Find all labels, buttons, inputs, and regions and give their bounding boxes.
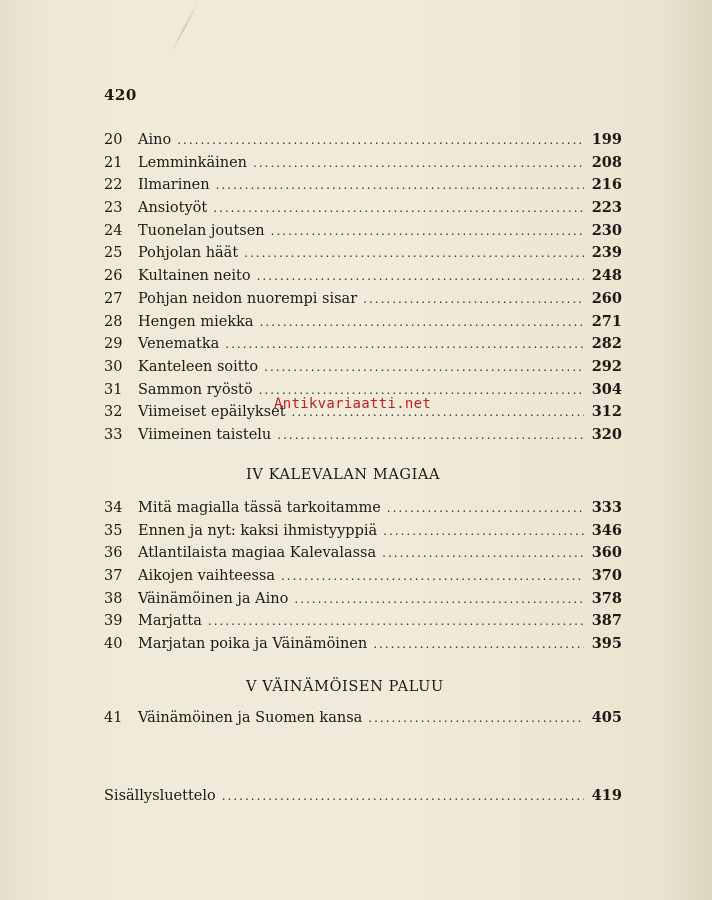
toc-row: [104, 174, 622, 197]
chapter-title: Pohjan neidon nuorempi sisar: [138, 290, 358, 307]
leader-dots: [177, 129, 584, 152]
chapter-page: 292: [591, 357, 622, 375]
leader-dots: [213, 197, 584, 220]
leader-dots: [373, 633, 584, 656]
chapter-title: Marjatan poika ja Väinämöinen: [138, 636, 368, 653]
chapter-page: 333: [591, 499, 622, 516]
chapter-title: Viimeiset epäilykset: [138, 404, 286, 421]
chapter-page: 223: [591, 199, 622, 217]
chapter-page: 230: [591, 221, 622, 239]
chapter-page: 360: [591, 544, 622, 562]
leader-dots: [264, 356, 584, 379]
toc-row: [104, 633, 622, 656]
leader-dots: [225, 333, 583, 356]
leader-dots: [368, 707, 583, 730]
chapter-number: 22: [104, 177, 123, 194]
chapter-number: 23: [104, 200, 123, 217]
chapter-title: Hengen miekka: [138, 313, 254, 330]
toc-row: [104, 265, 622, 288]
toc-row: [104, 288, 622, 311]
chapter-title: Venematka: [138, 336, 220, 353]
chapter-page: 199: [591, 131, 622, 148]
chapter-number: 28: [104, 313, 123, 330]
chapter-page: 312: [591, 403, 622, 421]
leader-dots: [222, 785, 584, 808]
chapter-title: Ansiotyöt: [138, 200, 208, 217]
chapter-number: 29: [104, 336, 123, 353]
toc-row: [104, 197, 622, 220]
part-4-heading: IV KALEVALAN MAGIAA: [246, 467, 441, 483]
chapter-number: 33: [104, 426, 123, 443]
chapter-page: 405: [591, 709, 622, 726]
leader-dots: [244, 242, 584, 265]
toc-row: [104, 333, 622, 356]
toc-row: [104, 356, 622, 379]
chapter-number: 31: [104, 381, 123, 398]
toc-row: [104, 565, 622, 588]
chapter-number: 27: [104, 290, 123, 307]
chapter-title: Väinämöinen ja Suomen kansa: [138, 710, 363, 726]
chapter-page: 378: [591, 589, 622, 607]
chapter-page: 320: [591, 425, 622, 443]
chapter-page: 282: [591, 335, 622, 353]
chapter-number: 20: [104, 132, 123, 148]
toc-row-contents: [104, 785, 622, 808]
chapter-page: 370: [591, 567, 622, 585]
toc-row: [104, 497, 622, 520]
toc-row: [104, 520, 622, 543]
chapter-title: Pohjolan häät: [138, 245, 239, 262]
toc-row: [104, 129, 622, 152]
toc-row: [104, 424, 622, 447]
chapter-number: 25: [104, 245, 123, 262]
chapter-number: 21: [104, 154, 123, 171]
leader-dots: [271, 220, 584, 243]
toc-row: [104, 707, 622, 730]
toc-final: [104, 785, 622, 808]
chapter-page: 248: [591, 267, 622, 285]
chapter-number: 32: [104, 404, 123, 421]
toc-entry-page: 419: [591, 787, 622, 804]
chapter-page: 216: [591, 176, 622, 194]
page-number: 420: [104, 86, 137, 104]
leader-dots: [382, 542, 584, 565]
chapter-number: 35: [104, 522, 123, 539]
chapter-number: 37: [104, 568, 123, 585]
leader-dots: [383, 520, 584, 543]
chapter-page: 395: [591, 635, 622, 653]
toc-row: [104, 152, 622, 175]
toc-row: [104, 588, 622, 611]
chapter-title: Lemminkäinen: [138, 154, 248, 171]
chapter-title: Sammon ryöstö: [138, 381, 253, 398]
chapter-title: Väinämöinen ja Aino: [138, 590, 289, 607]
chapter-page: 387: [591, 612, 622, 630]
chapter-number: 38: [104, 590, 123, 607]
leader-dots: [363, 288, 584, 311]
chapter-title: Ennen ja nyt: kaksi ihmistyyppiä: [138, 522, 378, 539]
chapter-page: 208: [591, 153, 622, 171]
part-5-heading: V VÄINÄMÖISEN PALUU: [246, 679, 444, 695]
chapter-title: Tuonelan joutsen: [138, 222, 265, 239]
toc-part-4: [104, 497, 622, 656]
chapter-page: 260: [591, 289, 622, 307]
chapter-title: Ilmarinen: [138, 177, 210, 194]
chapter-number: 41: [104, 710, 123, 726]
chapter-number: 40: [104, 636, 123, 653]
leader-dots: [260, 311, 584, 334]
chapter-number: 24: [104, 222, 123, 239]
chapter-title: Marjatta: [138, 613, 202, 630]
toc-row: [104, 242, 622, 265]
chapter-page: 304: [591, 380, 622, 398]
chapter-page: 239: [591, 244, 622, 262]
toc-row: [104, 220, 622, 243]
leader-dots: [294, 588, 583, 611]
chapter-title: Atlantilaista magiaa Kalevalassa: [138, 545, 377, 562]
chapter-number: 30: [104, 358, 123, 375]
chapter-title: Aino: [138, 132, 172, 148]
chapter-title: Kultainen neito: [138, 268, 251, 285]
watermark-text: Antikvariaatti.net: [274, 396, 432, 412]
chapter-number: 34: [104, 500, 123, 516]
chapter-page: 346: [591, 521, 622, 539]
leader-dots: [281, 565, 584, 588]
chapter-number: 26: [104, 268, 123, 285]
chapter-title: Viimeinen taistelu: [138, 426, 272, 443]
toc-row: [104, 610, 622, 633]
toc-row: [104, 542, 622, 565]
chapter-number: 36: [104, 545, 123, 562]
leader-dots: [257, 265, 584, 288]
leader-dots: [253, 152, 584, 175]
toc-part-5: [104, 707, 622, 730]
leader-dots: [208, 610, 584, 633]
chapter-number: 39: [104, 613, 123, 630]
toc-row: [104, 311, 622, 334]
leader-dots: [387, 497, 584, 520]
page-crease: [170, 0, 200, 54]
chapter-title: Aikojen vaihteessa: [138, 568, 275, 585]
leader-dots: [277, 424, 583, 447]
leader-dots: [216, 174, 584, 197]
chapter-title: Kanteleen soitto: [138, 358, 259, 375]
chapter-title: Mitä magialla tässä tarkoitamme: [138, 500, 381, 516]
toc-entry-title: Sisällysluettelo: [104, 788, 216, 804]
chapter-page: 271: [591, 312, 622, 330]
